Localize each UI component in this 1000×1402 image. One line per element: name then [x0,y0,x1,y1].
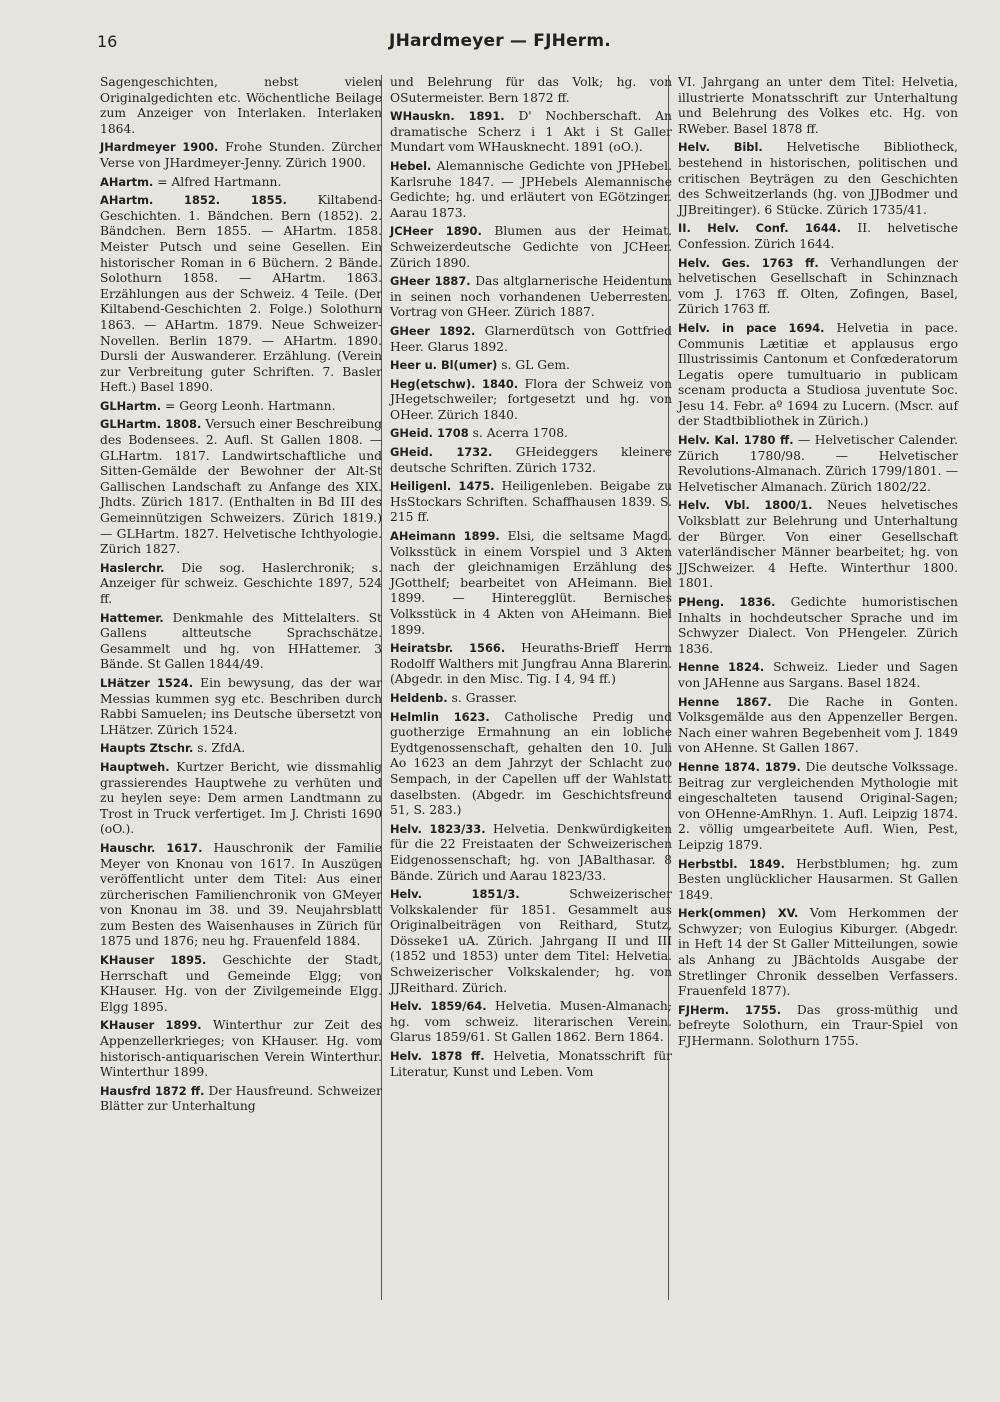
entry-abbreviation: Helmlin 1623. [390,709,490,724]
entry-abbreviation: Hausfrd 1872 ff. [100,1083,205,1098]
entry-abbreviation: PHeng. 1836. [678,595,776,609]
entry-abbreviation: Helv. Ges. 1763 ff. [678,255,819,270]
dictionary-entry [390,445,672,476]
entry-text: II. helvetische Confession. Zürich 1644. [678,221,958,251]
entry-abbreviation: Henne 1867. [678,694,772,709]
entry-text: Der Hausfreund. Schweizer Blätter zur Unterhaltung [100,1083,382,1114]
column-right [678,75,958,1053]
dictionary-entry [390,224,672,271]
dictionary-entry [100,561,382,608]
entry-text: Helvetia, Monatsschrift für Literatur, Kunst und Leben. Vom [390,1049,672,1079]
entry-abbreviation: JCHeer 1890. [390,224,482,239]
entry-text: Schweiz. Lieder und Sagen von JAHenne aus Sargans. Basel 1824. [678,660,958,690]
entry-text: Gedichte humoristischen Inhalts in hochdeutscher Sprache und im Schwyzer Dialect. Von PHengeler. Zürich 1836. [678,595,958,656]
dictionary-entry [678,498,958,592]
entry-text: Frohe Stunden. Zürcher Verse von JHardmeyer-Jenny. Zürich 1900. [100,140,382,170]
running-title: JHardmeyer — FJHerm. [389,31,611,51]
dictionary-entry [390,358,672,374]
entry-abbreviation: Helv. 1851/3. [390,887,520,902]
entry-abbreviation: Hattemer. [100,610,164,625]
entry-text: Sagengeschichten, nebst vielen Originalgedichten etc. Wöchentliche Beilage zum Anzeiger von Interlaken. Interlaken 1864. [100,75,382,136]
dictionary-entry [390,691,672,707]
dictionary-entry [678,660,958,691]
dictionary-entry [100,676,382,738]
dictionary-entry [390,274,672,321]
entry-text: D' Nochberschaft. An dramatische Scherz i 1 Akt i St Galler Mundart vom WHausknecht. 1891 (oO.). [390,109,672,155]
entry-text: Alemannische Gedichte von JPHebel. Karlsruhe 1847. — JPHebels Alemannische Gedichte; hg. und erläutert von EGötzinger. Aarau 1873. [390,158,672,220]
entry-text: Vom Herkommen der Schwyzer; von Eulogius Kiburger. (Abgedr. in Heft 14 der St Galler Mitteilungen, sowie als Anhang zu JBächtolds Ausgabe der Stretlinger Chronik desselben Verfassers. Frauenfeld 1877). [678,906,958,999]
entry-text: VI. Jahrgang an unter dem Titel: Helvetia, illustrierte Monatsschrift zur Unterhaltung und Belehrung des Volkes etc. Hg. von RWeber. Basel 1878 ff. [678,75,958,136]
entry-abbreviation: KHauser 1899. [100,1018,202,1033]
entry-text: Glarnerdütsch von Gottfried Heer. Glarus 1892. [390,323,672,354]
dictionary-entry [100,140,382,171]
entry-abbreviation: Hauptweh. [100,759,170,774]
dictionary-entry [390,324,672,355]
entry-text: — Helvetischer Calender. Zürich 1780/98. — Helvetischer Revolutions-Almanach. Zürich 1799/1801. — Helvetischer Almanach. Zürich 1802/22. [678,433,958,494]
entry-abbreviation: Heiratsbr. 1566. [390,641,506,656]
dictionary-entry [678,433,958,495]
dictionary-entry [100,417,382,557]
dictionary-entry [390,641,672,688]
entry-abbreviation: Henne 1824. [678,660,765,675]
entry-text: Winterthur zur Zeit des Appenzellerkrieges; von KHauser. Hg. vom historisch-antiquarischen Verein Winterthur. Winterthur 1899. [100,1018,382,1080]
entry-abbreviation: Helv. 1859/64. [390,999,487,1014]
entry-text: Kiltabend-Geschichten. 1. Bändchen. Bern (1852). 2. Bändchen. Bern 1855. — AHartm. 1858. Meister Putsch und seine Gesellen. Ein historischer Roman in 6 Büchern. 2 Bände. Solothurn 1858. — AHartm. 1863. Erzählungen aus der Schweiz. 4 Teile. (Der Kiltabend-Geschichten 2. Folge.) Solothurn 1863. — AHartm. 1879. Neue Schweizer-Novellen. Berlin 1879. — AHartm. 1890. Dursli der Auswanderer. Erzählung. (Verein zur Verbreitung guter Schriften. 7. Basler Heft.) Basel 1890. [100,193,382,395]
dictionary-entry [100,1018,382,1080]
entry-abbreviation: Helv. in pace 1694. [678,320,825,335]
entry-abbreviation: KHauser 1895. [100,953,207,968]
entry-text: Die deutsche Volkssage. Beitrag zur vergleichenden Mythologie mit eingeschalteten tausend Original-Sagen; von OHenne-AmRhyn. 1. Aufl. Leipzig 1874. 2. völlig umgearbeitete Aufl. Wien, Pest, Leipzig 1879. [678,759,958,852]
entry-abbreviation: Heiligenl. 1475. [390,479,495,494]
dictionary-entry [100,841,382,950]
entry-abbreviation: Hauschr. 1617. [100,840,203,855]
entry-abbreviation: Heldenb. [390,690,448,705]
entry-abbreviation: Heer u. Bl(umer) [390,358,498,373]
dictionary-entry [100,193,382,396]
entry-abbreviation: AHeimann 1899. [390,529,500,544]
entry-text: Heuraths-Brieff Herrn Rodolff Walthers mit Jungfrau Anna Blarerin. (Abgedr. in den Misc. Tig. I 4, 94 ff.) [390,641,672,687]
dictionary-entry [678,140,958,218]
entry-abbreviation: Helv. Kal. 1780 ff. [678,433,794,448]
entry-text: Neues helvetisches Volksblatt zur Belehrung und Unterhaltung der Bürger. Von einer Gesellschaft vaterländischer Männer bearbeitet; hg. von JJSchweizer. 4 Hefte. Winterthur 1800. 1801. [678,498,959,591]
entry-abbreviation: Haslerchr. [100,560,165,575]
entry-text: Helvetia. Denkwürdigkeiten für die 22 Freistaaten der Schweizerischen Eidgenossenschaft; hg. von JABalthasar. 8 Bände. Zürich und Aarau 1823/33. [390,821,672,883]
entry-text: Denkmahle des Mittelalters. St Gallens altteutsche Sprachschätze. Gesammelt und hg. von HHattemer. 3 Bände. St Gallen 1844/49. [100,610,382,672]
dictionary-entry [678,321,958,430]
entry-text: Kurtzer Bericht, wie dissmahlig grassierendes Hauptwehe zu verhüten und zu heylen seye: Dem armen Landtmann zu Trost in Truck verfertiget. Im J. Christi 1690 (oO.). [100,759,382,837]
entry-abbreviation: Hebel. [390,158,432,173]
dictionary-entry [678,906,958,1000]
dictionary-entry [390,1049,672,1080]
entry-text: Flora der Schweiz von JHegetschweiler; fortgesetzt und hg. von OHeer. Zürich 1840. [390,376,672,422]
dictionary-entry [678,1003,958,1050]
dictionary-entry [390,529,672,638]
entry-text: Heiligenleben. Beigabe zu HsStockars Schriften. Schaffhausen 1839. S. 215 ff. [390,479,673,525]
page-number: 16 [97,32,118,51]
entry-text: Die Rache in Gonten. Volksgemälde aus den Appenzeller Bergen. Nach einer wahren Begebenheit vom J. 1849 von AHenne. St Gallen 1867. [678,694,958,756]
dictionary-entry [678,857,958,904]
dictionary-entry [678,595,958,657]
entry-abbreviation: LHätzer 1524. [100,675,194,690]
dictionary-entry [678,75,958,137]
entry-text: Catholische Predig und guotherzige Ermahnung an ein lobliche Eydtgenossenschaft, gehalten den 10. Juli Ao 1623 an dem Jahrzyt der Schlacht zuo Sempach, in der Capellen uff der Wahlstatt daselbsten. (Abgedr. im Geschichtsfreund 51, S. 283.) [390,709,672,818]
dictionary-entry [390,999,672,1046]
entry-abbreviation: GHeer 1887. [390,274,471,289]
entry-text: Verhandlungen der helvetischen Gesellschaft in Schinznach vom J. 1763 ff. Olten, Zofingen, Basel, Zürich 1763 ff. [678,255,958,317]
entry-abbreviation: Herbstbl. 1849. [678,856,785,871]
entry-text: Geschichte der Stadt, Herrschaft und Gemeinde Elgg; von KHauser. Hg. von der Zivilgemeinde Elgg. Elgg 1895. [100,953,382,1014]
dictionary-entry [678,256,958,318]
dictionary-entry [100,760,382,838]
dictionary-entry [390,710,672,819]
entry-text: s. ZfdA. [197,741,246,756]
entry-text: Ein bewysung, das der war Messias kummen syg etc. Beschriben durch Rabbi Samuelen; ins Deutsche übersetzt von LHätzer. Zürich 1524. [100,675,382,737]
entry-abbreviation: Herk(ommen) XV. [678,906,799,921]
entry-abbreviation: GHeid. 1732. [390,445,493,460]
dictionary-entry [390,479,672,526]
entry-text: Hauschronik der Familie Meyer von Knonau von 1617. In Auszügen veröffentlicht unter dem Titel: Aus einer zürcherischen Familienchronik von GMeyer von Knonau im 38. und 39. Neujahrsblatt zum Besten des Waisenhauses in Zürich für 1875 und 1876; neu hg. Frauenfeld 1884. [100,840,382,949]
entry-abbreviation: GLHartm. [100,398,162,413]
entry-text: Helvetia in pace. Communis Lætitiæ et applausus ergo Illustrissimis Cantonum et Confœderatorum Legatis opere tumultuario in publicam scenam producta a Studiosa juventute Soc. Jesu 14. Febr. aº 1694 zu Lucern. (Mscr. auf der Stadtbibliothek in Zürich.) [678,320,958,429]
entry-abbreviation: GLHartm. 1808. [100,417,202,432]
dictionary-entry [390,159,672,221]
entry-text: = Alfred Hartmann. [157,174,282,189]
dictionary-entry [100,1084,382,1115]
entry-abbreviation: Helv. Bibl. [678,140,763,155]
dictionary-entry [390,109,672,156]
entry-abbreviation: Henne 1874. 1879. [678,759,801,774]
column-middle [390,75,672,1083]
entry-abbreviation: Helv. 1878 ff. [390,1049,485,1064]
dictionary-entry [100,953,382,1015]
dictionary-entry [100,175,382,191]
entry-abbreviation: Haupts Ztschr. [100,741,194,756]
entry-abbreviation: Helv. Vbl. 1800/1. [678,498,813,513]
entry-text: GHeideggers kleinere deutsche Schriften. Zürich 1732. [390,445,672,475]
entry-abbreviation: WHauskn. 1891. [390,109,505,124]
dictionary-entry [678,221,958,252]
entry-text: Helvetia. Musen-Almanach; hg. vom schweiz. literarischen Verein. Glarus 1859/61. St Gallen 1862. Bern 1864. [390,999,672,1045]
entry-text: Helvetische Bibliotheck, bestehend in historischen, politischen und critischen Beyträgen zu den Geschichten des Schweitzerlands (hg. von JJBodmer und JJBreitinger). 6 Stücke. Zürich 1735/41. [678,140,958,217]
entry-abbreviation: GHeer 1892. [390,323,476,338]
entry-text: Das gross-müthig und befreyte Solothurn, ein Traur-Spiel von FJHermann. Solothurn 1755. [678,1002,958,1049]
dictionary-entry [390,822,672,884]
entry-abbreviation: JHardmeyer 1900. [100,140,219,155]
dictionary-entry [100,611,382,673]
entry-abbreviation: AHartm. 1852. 1855. [100,193,287,208]
entry-text: s. GL Gem. [501,358,570,373]
dictionary-entry [390,887,672,996]
dictionary-entry [100,741,382,757]
entry-abbreviation: Heg(etschw). 1840. [390,376,519,391]
dictionary-entry [390,426,672,442]
entry-text: Die sog. Haslerchronik; s. Anzeiger für schweiz. Geschichte 1897, 524 ff. [100,560,382,606]
entry-abbreviation: GHeid. 1708 [390,426,469,441]
entry-text: Blumen aus der Heimat. Schweizerdeutsche Gedichte von JCHeer. Zürich 1890. [390,224,672,270]
entry-abbreviation: AHartm. [100,174,154,189]
entry-text: Elsi, die seltsame Magd. Volksstück in einem Vorspiel und 3 Akten nach der gleichnamigen Erzählung des JGotthelf; bearbeitet von AHeimann. Biel 1899. — Hinteregglüt. Bernisches Volksstück in 4 Akten von AHeimann. Biel 1899. [390,529,672,637]
dictionary-entry [678,760,958,854]
entry-text: = Georg Leonh. Hartmann. [165,398,336,413]
entry-text: Das altglarnerische Heidentum in seinen noch vorhandenen Ueberresten. Vortrag von GHeer. Zürich 1887. [390,274,672,320]
dictionary-entry [390,377,672,424]
entry-text: Herbstblumen; hg. zum Besten unglücklicher Hausarmen. St Gallen 1849. [678,856,958,902]
dictionary-entry [100,399,382,415]
entry-text: Schweizerischer Volkskalender für 1851. Gesammelt aus Originalbeiträgen von Reithard, Stutz, Dösseke1 uA. Zürich. Jahrgang II und III (1852 und 1853) unter dem Titel: Helvetia. Schweizerischer Volkskalender; hg. von JJReithard. Zürich. [390,887,672,995]
entry-text: Versuch einer Beschreibung des Bodensees. 2. Aufl. St Gallen 1808. — GLHartm. 1817. Landwirtschaftliche und Sitten-Gemälde der Bewohner der Alt-St Gallischen Landschaft zu Anfange des XIX. Jhdts. Zürich 1817. (Enthalten in Bd III des Gemeinnützigen Schweizers. Zürich 1819.) — GLHartm. 1827. Helvetische Ichthyologie. Zürich 1827. [100,417,382,557]
entry-abbreviation: FJHerm. 1755. [678,1002,782,1017]
entry-abbreviation: II. Helv. Conf. 1644. [678,221,842,236]
entry-text: s. Grasser. [451,690,518,705]
entry-abbreviation: Helv. 1823/33. [390,821,486,836]
dictionary-entry [390,75,672,106]
entry-text: s. Acerra 1708. [472,426,568,441]
dictionary-entry [100,75,382,137]
column-left [100,75,382,1118]
dictionary-entry [678,695,958,757]
entry-text: und Belehrung für das Volk; hg. von OSutermeister. Bern 1872 ff. [390,75,672,105]
